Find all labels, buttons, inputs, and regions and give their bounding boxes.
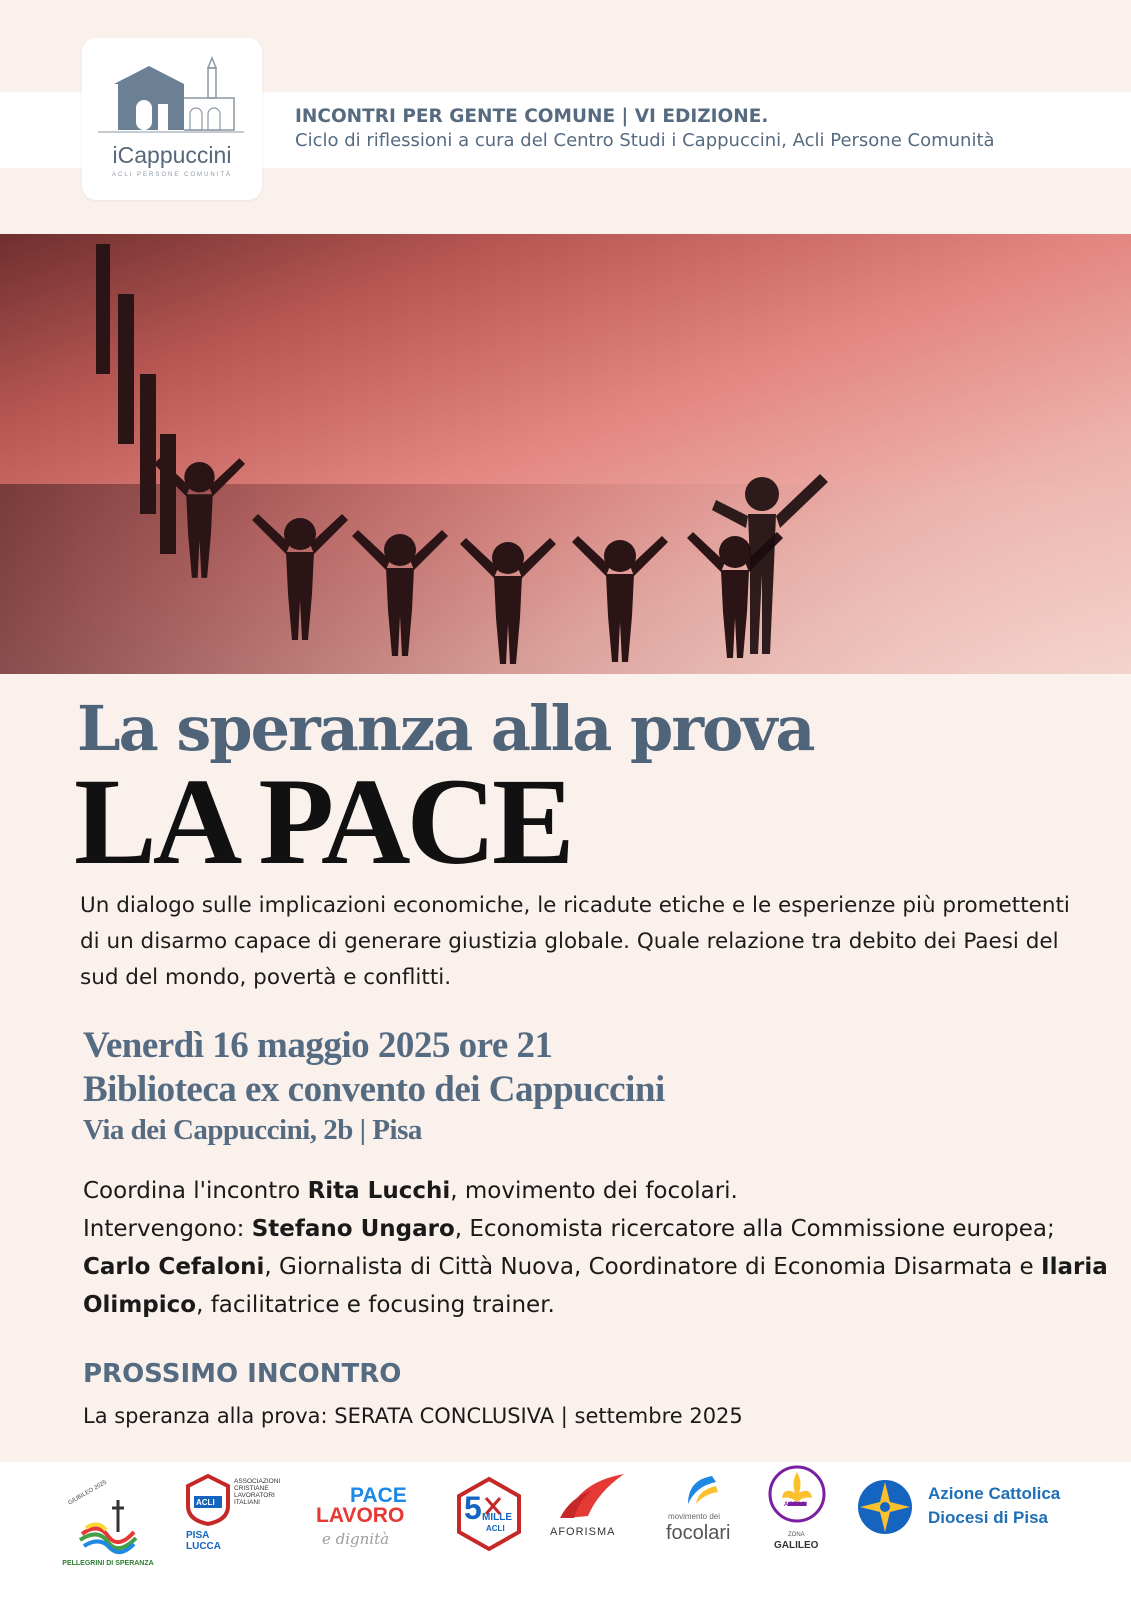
focolari-text: focolari	[666, 1522, 731, 1544]
partners-footer	[0, 1462, 1131, 1600]
acli-text: ASSOCIAZIONI CRISTIANE LAVORATORI ITALIANI	[234, 1478, 281, 1506]
pace-lavoro-logo	[316, 1484, 420, 1554]
coordinator-intro: Coordina l'incontro	[83, 1178, 308, 1204]
coordinator-name: Rita Lucchi	[307, 1178, 451, 1204]
agesci-text: AGESCI	[784, 1502, 808, 1508]
aforisma-logo	[550, 1472, 640, 1552]
giubileo-logo	[62, 1479, 154, 1572]
ac-line2: Diocesi di Pisa	[928, 1508, 1048, 1527]
dignita-word: e dignità	[322, 1530, 390, 1548]
mille-text: MILLE	[482, 1512, 512, 1523]
focolari-logo	[664, 1472, 744, 1562]
ac-line1: Azione Cattolica	[928, 1484, 1061, 1503]
logo-subtitle: ACLI PERSONE COMUNITÀ	[111, 172, 232, 178]
acli-sub: PISA LUCCA	[186, 1530, 221, 1552]
speaker-name: Stefano Ungaro	[251, 1216, 455, 1242]
mille-acli: ACLI	[486, 1524, 505, 1533]
pace-word: PACE	[350, 1484, 407, 1507]
jubilee-text: PELLEGRINI DI SPERANZA	[62, 1560, 154, 1567]
agesci-logo	[768, 1464, 830, 1564]
acli-mark: ACLI	[196, 1498, 215, 1507]
speaker-role: , Giornalista di Città Nuova, Coordinatore di Economia Disarmata e	[264, 1254, 1042, 1280]
description: Un dialogo sulle implicazioni economiche, le ricadute etiche e le esperienze più promettenti di un disarmo capace di generare giustizia globale. Quale relazione tra debito dei Paesi del sud del mondo, povertà e conflitti.	[80, 893, 1070, 990]
headline: LA PACE	[74, 753, 571, 890]
acli-logo	[184, 1474, 281, 1564]
lavoro-word: LAVORO	[316, 1504, 405, 1527]
church-icon	[94, 54, 250, 144]
page-title: La speranza alla prova	[77, 692, 814, 765]
speaker-name: Ilaria Olimpico	[83, 1254, 1108, 1318]
fleur-de-lis-icon	[768, 1464, 826, 1528]
event-address: Via dei Cappuccini, 2b | Pisa	[83, 1114, 422, 1146]
aforisma-icon	[558, 1472, 628, 1520]
series-title: INCONTRI PER GENTE COMUNE | VI EDIZIONE.	[295, 106, 769, 127]
event-date: Venerdì 16 maggio 2025 ore 21	[83, 1025, 553, 1066]
next-meeting-label: PROSSIMO INCONTRO	[83, 1359, 402, 1389]
agesci-name: GALILEO	[774, 1540, 819, 1551]
mille-five: 5	[464, 1490, 482, 1526]
focolari-small: movimento dei	[668, 1512, 721, 1521]
speakers-intro: Intervengono:	[83, 1216, 252, 1242]
next-meeting-text: La speranza alla prova: SERATA CONCLUSIVA | settembre 2025	[83, 1404, 743, 1428]
5xmille-logo	[456, 1476, 526, 1546]
azione-cattolica-icon	[856, 1478, 914, 1536]
hero-image	[0, 234, 1131, 674]
speaker-role: , facilitatrice e focusing trainer.	[196, 1292, 555, 1318]
coordinator-role: , movimento dei focolari.	[450, 1178, 738, 1204]
jubilee-top: GIUBILEO 2025	[67, 1479, 108, 1507]
azione-cattolica-logo	[856, 1478, 1096, 1542]
aforisma-text: AFORISMA	[550, 1526, 616, 1538]
speakers-paragraph	[83, 1172, 1113, 1324]
speaker-name: Carlo Cefaloni	[83, 1254, 265, 1280]
logo-name: iCappuccini	[112, 142, 232, 168]
icappuccini-logo	[82, 38, 262, 200]
speaker-role: , Economista ricercatore alla Commissione europea;	[454, 1216, 1055, 1242]
series-subtitle: Ciclo di riflessioni a cura del Centro Studi i Cappuccini, Acli Persone Comunità	[295, 130, 995, 151]
focolari-icon	[682, 1472, 722, 1508]
event-venue: Biblioteca ex convento dei Cappuccini	[83, 1069, 665, 1110]
people-chain-icon	[0, 234, 1131, 674]
agesci-zone: ZONA	[788, 1532, 805, 1538]
